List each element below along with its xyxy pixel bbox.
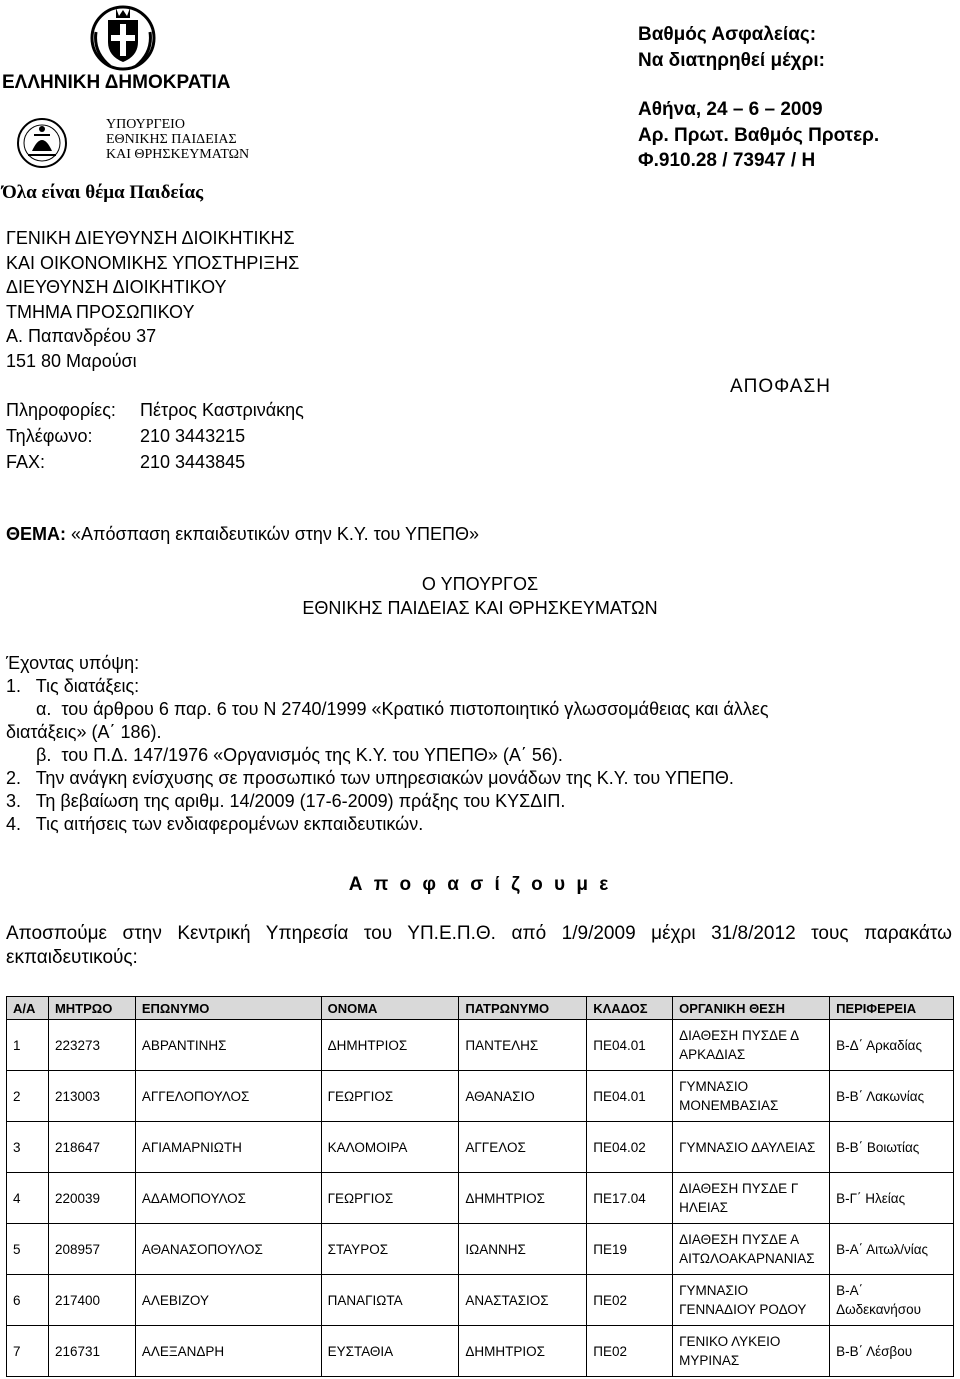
cell-father-name: ΔΗΜΗΤΡΙΟΣ	[459, 1173, 587, 1224]
column-header: ΠΕΡΙΦΕΡΕΙΑ	[830, 997, 954, 1020]
contact-block	[6, 397, 304, 475]
subject-label: ΘΕΜΑ:	[6, 524, 66, 544]
cell-surname: ΑΓΙΑΜΑΡΝΙΩΤΗ	[135, 1122, 321, 1173]
cell-specialty: ΠΕ02	[587, 1275, 673, 1326]
phone-value: 210 3443215	[140, 426, 246, 446]
cell-father-name: ΑΝΑΣΤΑΣΙΟΣ	[459, 1275, 587, 1326]
cell-surname: ΑΒΡΑΝΤΙΝΗΣ	[135, 1020, 321, 1071]
ministry-logo-text: ΥΠΟΥΡΓΕΙΟ ΕΘΝΙΚΗΣ ΠΑΙΔΕΙΑΣ ΚΑΙ ΘΡΗΣΚΕΥΜΑΤΩΝ	[106, 117, 250, 162]
cell-region: Β-Δ΄ Αρκαδίας	[830, 1020, 954, 1071]
cell-surname: ΑΓΓΕΛΟΠΟΥΛΟΣ	[135, 1071, 321, 1122]
cell-index: 2	[7, 1071, 49, 1122]
table-row	[7, 1224, 954, 1275]
cell-name: ΓΕΩΡΓΙΟΣ	[321, 1173, 459, 1224]
cell-specialty: ΠΕ17.04	[587, 1173, 673, 1224]
protocol-number: Φ.910.28 / 73947 / Η	[638, 150, 816, 171]
table-header-row	[7, 997, 954, 1020]
minister-line: Ο ΥΠΟΥΡΓΟΣ	[421, 574, 539, 594]
protocol-label: Αρ. Πρωτ. Βαθμός Προτερ.	[638, 124, 880, 146]
info-label: Πληροφορίες:	[6, 400, 116, 420]
table-row	[7, 1122, 954, 1173]
cell-organic-position: ΓΥΜΝΑΣΙΟ ΜΟΝΕΜΒΑΣΙΑΣ	[673, 1071, 830, 1122]
column-header: ΟΝΟΜΑ	[321, 997, 459, 1020]
cell-organic-position: ΓΕΝΙΚΟ ΛΥΚΕΙΟ ΜΥΡΙΝΑΣ	[673, 1326, 830, 1377]
cell-index: 6	[7, 1275, 49, 1326]
document-meta	[638, 22, 879, 174]
cell-name: ΕΥΣΤΑΘΙΑ	[321, 1326, 459, 1377]
cell-index: 4	[7, 1173, 49, 1224]
department-line: ΔΙΕΥΘΥΝΣΗ ΔΙΟΙΚΗΤΙΚΟΥ	[6, 277, 227, 297]
cell-organic-position: ΔΙΑΘΕΣΗ ΠΥΣΔΕ Γ ΗΛΕΙΑΣ	[673, 1173, 830, 1224]
department-line: ΓΕΝΙΚΗ ΔΙΕΥΘΥΝΣΗ ΔΙΟΙΚΗΤΙΚΗΣ	[6, 228, 295, 248]
cell-father-name: ΠΑΝΤΕΛΗΣ	[459, 1020, 587, 1071]
cell-name: ΓΕΩΡΓΙΟΣ	[321, 1071, 459, 1122]
cell-registry: 218647	[48, 1122, 135, 1173]
cell-name: ΚΑΛΟΜΟΙΡΑ	[321, 1122, 459, 1173]
subject-text: «Απόσπαση εκπαιδευτικών στην Κ.Υ. του ΥΠΕΠΘ»	[71, 524, 480, 544]
cell-registry: 223273	[48, 1020, 135, 1071]
cell-region: Β-Β΄ Λακωνίας	[830, 1071, 954, 1122]
cell-name: ΣΤΑΥΡΟΣ	[321, 1224, 459, 1275]
cell-region: Β-Α΄ Αιτωλ/νίας	[830, 1224, 954, 1275]
consideration-line: 4. Τις αιτήσεις των ενδιαφερομένων εκπαιδευτικών.	[6, 814, 424, 834]
cell-specialty: ΠΕ02	[587, 1326, 673, 1377]
minister-heading	[0, 572, 960, 620]
ministry-logo-icon	[14, 115, 100, 171]
cell-organic-position: ΓΥΜΝΑΣΙΟ ΓΕΝΝΑΔΙΟΥ ΡΟΔΟΥ	[673, 1275, 830, 1326]
column-header: ΠΑΤΡΩΝΥΜΟ	[459, 997, 587, 1020]
decide-heading: Α π ο φ α σ ί ζ ο υ μ ε	[348, 874, 612, 895]
cell-specialty: ΠΕ19	[587, 1224, 673, 1275]
table-row	[7, 1020, 954, 1071]
column-header: ΕΠΩΝΥΜΟ	[135, 997, 321, 1020]
cell-specialty: ΠΕ04.01	[587, 1020, 673, 1071]
cell-organic-position: ΔΙΑΘΕΣΗ ΠΥΣΔΕ Α ΑΙΤΩΛΟΑΚΑΡΝΑΝΙΑΣ	[673, 1224, 830, 1275]
consideration-line: 1. Τις διατάξεις:	[6, 676, 140, 696]
cell-registry: 220039	[48, 1173, 135, 1224]
cell-name: ΔΗΜΗΤΡΙΟΣ	[321, 1020, 459, 1071]
cell-region: Β-Α΄ Δωδεκανήσου	[830, 1275, 954, 1326]
cell-surname: ΑΛΕΒΙΖΟΥ	[135, 1275, 321, 1326]
department-line: ΚΑΙ ΟΙΚΟΝΟΜΙΚΗΣ ΥΠΟΣΤΗΡΙΞΗΣ	[6, 252, 300, 273]
column-header: ΚΛΑΔΟΣ	[587, 997, 673, 1020]
cell-index: 3	[7, 1122, 49, 1173]
subject-line	[6, 524, 479, 545]
cell-surname: ΑΛΕΞΑΝΔΡΗ	[135, 1326, 321, 1377]
cell-surname: ΑΘΑΝΑΣΟΠΟΥΛΟΣ	[135, 1224, 321, 1275]
cell-father-name: ΑΘΑΝΑΣΙΟ	[459, 1071, 587, 1122]
fax-label: FAX:	[6, 452, 46, 472]
consideration-line: 3. Τη βεβαίωση της αριθμ. 14/2009 (17-6-2009) πράξης του ΚΥΣΔΙΠ.	[6, 791, 566, 811]
ministry-logo	[14, 115, 274, 173]
coat-of-arms-icon	[90, 2, 156, 74]
table-row	[7, 1071, 954, 1122]
cell-specialty: ΠΕ04.02	[587, 1122, 673, 1173]
teachers-table	[6, 996, 954, 1377]
cell-registry: 216731	[48, 1326, 135, 1377]
cell-father-name: ΔΗΜΗΤΡΙΟΣ	[459, 1326, 587, 1377]
consideration-line: διατάξεις» (Α΄ 186).	[6, 722, 162, 742]
phone-label: Τηλέφωνο:	[6, 426, 93, 446]
department-line: ΤΜΗΜΑ ΠΡΟΣΩΠΙΚΟΥ	[6, 301, 195, 322]
cell-index: 5	[7, 1224, 49, 1275]
address-line: Α. Παπανδρέου 37	[6, 326, 157, 346]
republic-title: ΕΛΛΗΝΙΚΗ ΔΗΜΟΚΡΑΤΙΑ	[2, 72, 231, 93]
column-header: ΜΗΤΡΩΟ	[48, 997, 135, 1020]
cell-region: Β-Γ΄ Ηλείας	[830, 1173, 954, 1224]
considerations	[6, 652, 952, 836]
cell-region: Β-Β΄ Λέσβου	[830, 1326, 954, 1377]
cell-father-name: ΙΩΑΝΝΗΣ	[459, 1224, 587, 1275]
cell-name: ΠΑΝΑΓΙΩΤΑ	[321, 1275, 459, 1326]
department-block	[6, 226, 299, 373]
consideration-line: 2. Την ανάγκη ενίσχυσης σε προσωπικό των υπηρεσιακών μονάδων της Κ.Υ. του ΥΠΕΠΘ.	[6, 768, 734, 788]
cell-father-name: ΑΓΓΕΛΟΣ	[459, 1122, 587, 1173]
fax-value: 210 3443845	[140, 452, 246, 472]
table-row	[7, 1326, 954, 1377]
decision-title: ΑΠΟΦΑΣΗ	[730, 376, 831, 397]
consideration-line: α. του άρθρου 6 παρ. 6 του Ν 2740/1999 «Κρατικό πιστοποιητικό γλωσσομάθειας και άλλες	[6, 699, 769, 719]
column-header: ΟΡΓΑΝΙΚΗ ΘΕΣΗ	[673, 997, 830, 1020]
cell-registry: 217400	[48, 1275, 135, 1326]
cell-organic-position: ΔΙΑΘΕΣΗ ΠΥΣΔΕ Δ ΑΡΚΑΔΙΑΣ	[673, 1020, 830, 1071]
cell-organic-position: ΓΥΜΝΑΣΙΟ ΔΑΥΛΕΙΑΣ	[673, 1122, 830, 1173]
minister-line: ΕΘΝΙΚΗΣ ΠΑΙΔΕΙΑΣ ΚΑΙ ΘΡΗΣΚΕΥΜΑΤΩΝ	[302, 598, 658, 618]
document-date: Αθήνα, 24 – 6 – 2009	[638, 99, 823, 120]
address-line: 151 80 Μαρούσι	[6, 350, 137, 371]
keep-until: Να διατηρηθεί μέχρι:	[638, 49, 825, 71]
info-value: Πέτρος Καστρινάκης	[140, 400, 304, 420]
cell-specialty: ΠΕ04.01	[587, 1071, 673, 1122]
table-row	[7, 1173, 954, 1224]
cell-registry: 208957	[48, 1224, 135, 1275]
table-row	[7, 1275, 954, 1326]
consideration-line: Έχοντας υπόψη:	[6, 653, 140, 673]
cell-registry: 213003	[48, 1071, 135, 1122]
cell-region: Β-Β΄ Βοιωτίας	[830, 1122, 954, 1173]
cell-index: 7	[7, 1326, 49, 1377]
consideration-line: β. του Π.Δ. 147/1976 «Οργανισμός της Κ.Υ. του ΥΠΕΠΘ» (Α΄ 56).	[6, 745, 563, 765]
decision-paragraph: Αποσπούμε στην Κεντρική Υπηρεσία του ΥΠ.Ε.Π.Θ. από 1/9/2009 μέχρι 31/8/2012 τους παρακάτω εκπαιδευτικούς:	[6, 923, 952, 968]
cell-surname: ΑΔΑΜΟΠΟΥΛΟΣ	[135, 1173, 321, 1224]
motto: Όλα είναι θέμα Παιδείας	[2, 182, 204, 203]
column-header: Α/Α	[7, 997, 49, 1020]
cell-index: 1	[7, 1020, 49, 1071]
security-level: Βαθμός Ασφαλείας:	[638, 24, 817, 45]
